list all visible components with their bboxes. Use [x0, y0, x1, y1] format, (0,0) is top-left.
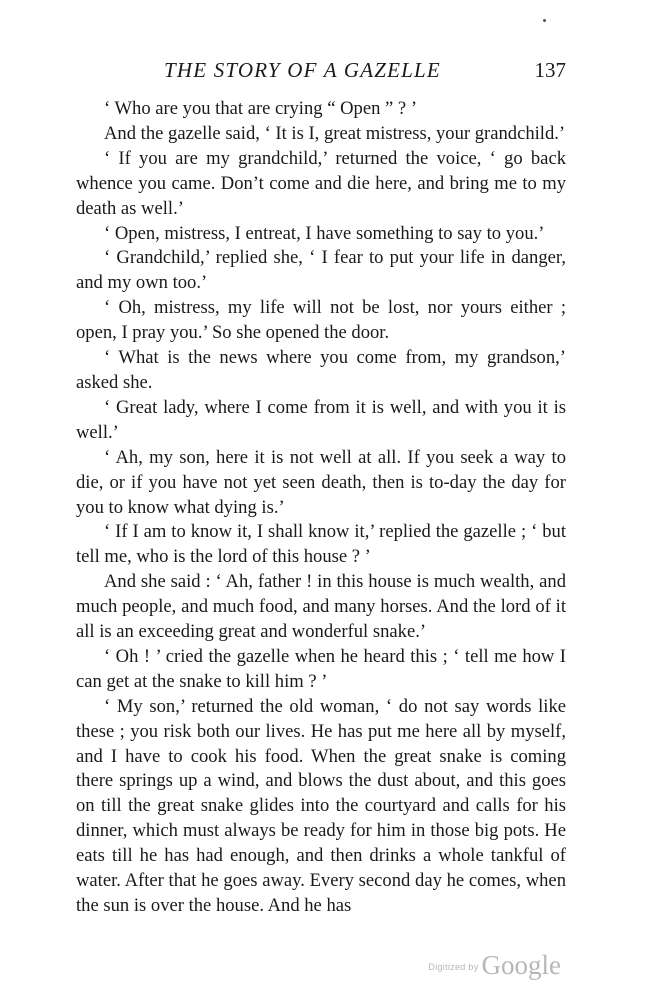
- digitized-by-google-watermark: [428, 950, 561, 981]
- page-number: 137: [534, 58, 566, 82]
- body-text: [76, 97, 566, 919]
- paragraph: ‘ Who are you that are crying “ Open ” ? ’: [104, 98, 418, 119]
- paragraph: ‘ Grandchild,’ replied she, ‘ I fear to put your life in danger, and my own too.’: [76, 247, 566, 294]
- google-logo: Google: [481, 950, 561, 980]
- paragraph: ‘ What is the news where you come from, my grandson,’ asked she.: [76, 347, 566, 393]
- paragraph: ‘ Oh, mistress, my life will not be lost, nor yours either ; open, I pray you.’ So she opened the door.: [76, 297, 566, 344]
- paragraph: ‘ Ah, my son, here it is not well at all. If you seek a way to die, or if you have not yet seen death, then is to-day the day for you to know what dying is.’: [76, 446, 566, 518]
- paragraph: ‘ If I am to know it, I shall know it,’ replied the gazelle ; ‘ but tell me, who is the lord of this house ? ’: [76, 521, 566, 568]
- running-title: THE STORY OF A GAZELLE: [164, 58, 441, 82]
- paragraph: And the gazelle said, ‘ It is I, great mistress, your grandchild.’: [104, 122, 566, 144]
- paragraph: And she said : ‘ Ah, father ! in this house is much wealth, and much people, and much food, and many horses. And the lord of it all is an exceeding great and wonderful snake.’: [76, 571, 566, 643]
- digitized-by-label: Digitized by: [428, 962, 479, 972]
- print-speck: [543, 19, 546, 22]
- page-header: [78, 58, 566, 84]
- paragraph: ‘ Oh ! ’ cried the gazelle when he heard this ; ‘ tell me how I can get at the snake to kill him ? ’: [76, 645, 566, 692]
- paragraph: ‘ My son,’ returned the old woman, ‘ do not say words like these ; you risk both our lives. He has put me here all by myself, and I have to cook his food. When the great snake is coming there springs up a wind, and blows the dust about, and this goes on till the great snake glides into the courtyard and calls for his dinner, which must always be ready for him in those big pots. He eats till he has had enough, and then drinks a whole tankful of water. After that he goes away. Every second day he comes, when the sun is over the house. And he has: [76, 695, 566, 916]
- paragraph: ‘ Open, mistress, I entreat, I have something to say to you.’: [104, 222, 545, 244]
- paragraph: ‘ Great lady, where I come from it is well, and with you it is well.’: [76, 396, 566, 443]
- paragraph: ‘ If you are my grandchild,’ returned the voice, ‘ go back whence you came. Don’t come and die here, and bring me to my death as well.’: [76, 147, 566, 219]
